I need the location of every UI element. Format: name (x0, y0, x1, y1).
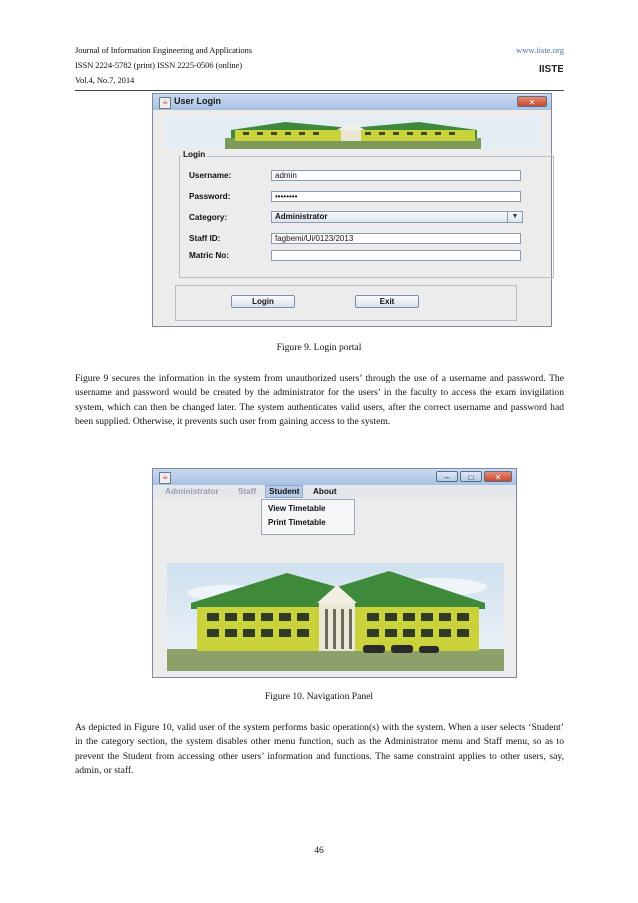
page-number: 46 (314, 845, 324, 856)
iiste-logo (538, 58, 563, 76)
minimize-button[interactable]: – (436, 471, 458, 482)
menu-staff[interactable]: Staff (238, 487, 257, 496)
maximize-button[interactable]: □ (460, 471, 482, 482)
login-group-title: Login (183, 150, 206, 159)
journal-url-link[interactable]: www.iiste.org (516, 45, 564, 55)
menu-item-print-timetable[interactable]: Print Timetable (268, 518, 326, 527)
staff-id-field[interactable]: fagbemi/Ui/0123/2013 (271, 233, 521, 244)
user-login-window (152, 93, 552, 327)
building-banner-image (165, 116, 541, 149)
category-label: Category: (189, 213, 228, 222)
figure10-caption: Figure 10. Navigation Panel (264, 691, 374, 702)
menu-bar (153, 485, 516, 498)
menu-administrator[interactable]: Administrator (165, 487, 219, 496)
issn-line: ISSN 2224-5782 (print) ISSN 2225-0506 (online) (75, 60, 243, 70)
matric-no-label: Matric No: (189, 251, 230, 260)
paragraph-2: As depicted in Figure 10, valid user of the system performs basic operation(s) with the system. When a user selects ‘Student’ in the category section, the system disables other menu function, such as the Administrator menu and Staff menu, so as to prevent the Student from accessing other users’ information and functions. The same constraint applies to other users, say, admin, or staff. (75, 722, 564, 777)
close-button[interactable]: ✕ (517, 96, 547, 107)
building-photo (167, 563, 504, 671)
close-button[interactable]: ✕ (484, 471, 512, 482)
student-dropdown-menu (261, 499, 355, 535)
matric-no-field[interactable] (271, 250, 521, 261)
journal-title: Journal of Information Engineering and Applications (75, 45, 252, 55)
header-rule (75, 90, 564, 91)
title-bar[interactable] (153, 469, 516, 485)
svg-text:IISTE: IISTE (539, 64, 563, 75)
title-bar[interactable] (153, 94, 551, 110)
java-app-icon: ☕ (159, 472, 171, 484)
java-app-icon: ☕ (159, 97, 171, 109)
navigation-window (152, 468, 517, 678)
paragraph-1: Figure 9 secures the information in the system from unauthorized users’ through the use of a username and password. The username and password would be created by the administrator for the users’ in the faculty to access the exam invigilation system, which can then be changed later. The system authenticates valid users, after the correct username and password had been supplied. Otherwise, it prevents such user from gaining access to the system. (75, 373, 564, 428)
chevron-down-icon[interactable]: ▼ (507, 212, 522, 222)
volume-line: Vol.4, No.7, 2014 (75, 75, 135, 85)
staff-id-label: Staff ID: (189, 234, 221, 243)
exit-button[interactable]: Exit (355, 295, 419, 308)
menu-item-view-timetable[interactable]: View Timetable (268, 504, 326, 513)
category-selected-value: Administrator (275, 212, 328, 221)
menu-student[interactable]: Student (265, 485, 303, 498)
password-label: Password: (189, 192, 231, 201)
menu-about[interactable]: About (313, 487, 337, 496)
password-field[interactable]: •••••••• (271, 191, 521, 202)
username-field[interactable]: admin (271, 170, 521, 181)
window-title: User Login (174, 96, 222, 106)
login-button[interactable]: Login (231, 295, 295, 308)
category-select[interactable] (271, 211, 523, 223)
button-panel (175, 285, 517, 321)
figure9-caption: Figure 9. Login portal (276, 342, 362, 353)
username-label: Username: (189, 171, 232, 180)
